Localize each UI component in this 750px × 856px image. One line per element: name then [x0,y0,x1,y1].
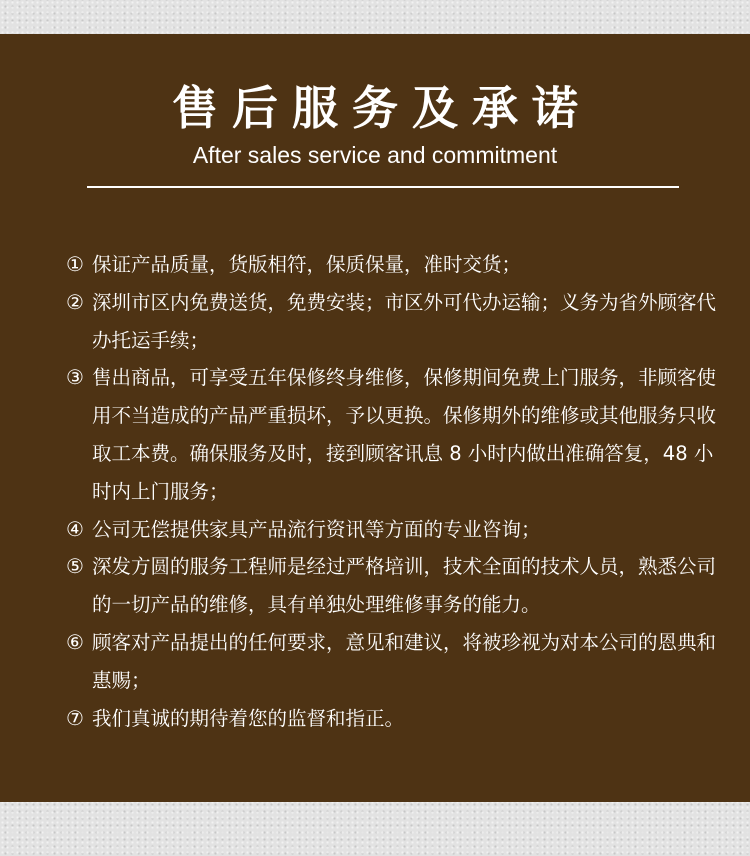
item-number: ③ [66,365,84,390]
item-number: ⑥ [66,629,84,654]
title-divider [87,186,679,188]
commitment-item-7 [66,700,718,738]
commitment-item-6 [66,624,718,700]
item-number: ④ [66,516,84,541]
commitment-item-4 [66,511,718,549]
page-subtitle: After sales service and commitment [192,142,558,168]
item-text: 售出商品，可享受五年保修终身维修，保修期间免费上门服务，非顾客使用不当造成的产品严重损坏，予以更换。保修期外的维修或其他服务只收取工本费。确保服务及时，接到顾客讯息 8 小时内做出准确答复，48 小时内上门服务； [92,366,717,503]
item-number: ② [66,289,84,314]
item-number: ⑦ [66,705,84,730]
commitment-item-2 [66,284,718,360]
item-number: ⑤ [66,554,84,579]
commitment-list [66,246,718,737]
item-text: 深圳市区内免费送货，免费安装；市区外可代办运输；义务为省外顾客代办托运手续； [92,290,717,352]
item-text: 保证产品质量，货版相符，保质保量，准时交货； [92,253,522,276]
item-text: 顾客对产品提出的任何要求，意见和建议，将被珍视为对本公司的恩典和惠赐； [92,630,717,692]
commitment-item-5 [66,548,718,624]
commitment-item-1 [66,246,718,284]
item-number: ① [66,252,84,276]
item-text: 深发方圆的服务工程师是经过严格培训，技术全面的技术人员，熟悉公司的一切产品的维修，具有单独处理维修事务的能力。 [92,555,717,617]
page-title: 售后服务及承诺 [172,81,592,135]
commitment-item-3 [66,359,718,510]
content-panel [0,34,750,802]
item-text: 公司无偿提供家具产品流行资讯等方面的专业咨询； [92,517,541,541]
item-text: 我们真诚的期待着您的监督和指正。 [92,706,405,730]
